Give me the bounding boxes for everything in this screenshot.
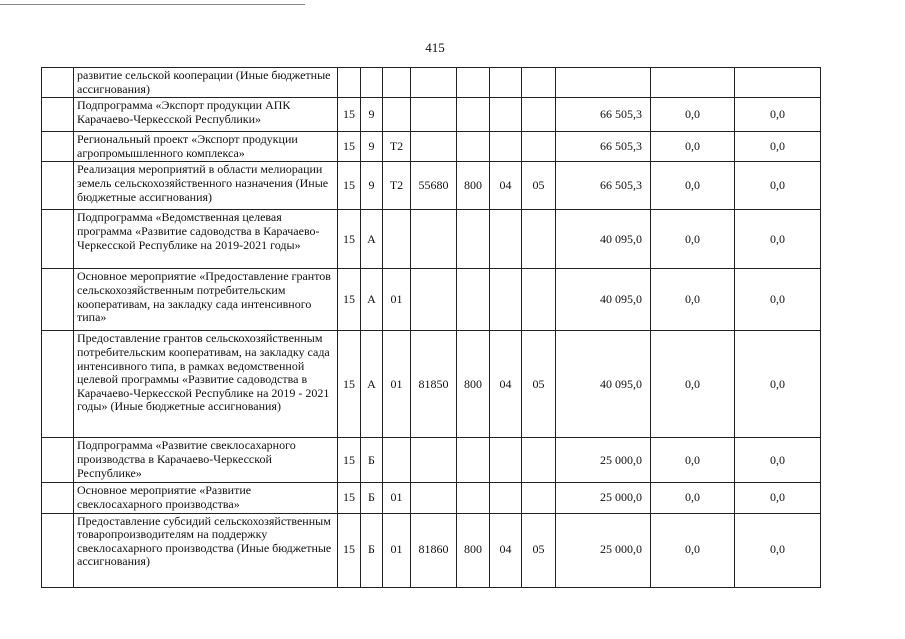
code-column-cell: 15 <box>338 162 361 210</box>
amount-2021-column-cell: 0,0 <box>735 210 821 269</box>
expense-type-column-cell <box>457 210 490 269</box>
activity-column-cell <box>383 68 411 98</box>
table-row <box>42 483 821 513</box>
direction-column-cell <box>411 269 457 331</box>
amount-2019-column-cell <box>556 68 651 98</box>
subsection-column-cell <box>522 98 556 132</box>
subsection-column-cell <box>522 438 556 483</box>
code-column-cell: 15 <box>338 438 361 483</box>
subprogram-column-cell: Б <box>361 438 383 483</box>
amount-2019-column-cell: 40 095,0 <box>556 331 651 438</box>
amount-2021-column-cell: 0,0 <box>735 438 821 483</box>
expense-type-column-cell <box>457 98 490 132</box>
amount-2020-column-cell: 0,0 <box>651 331 735 438</box>
activity-column-cell: 01 <box>383 269 411 331</box>
item-name-cell: Реализация мероприятий в области мелиорации земель сельскохозяйственного назначения (Иные бюджетные ассигнования) <box>74 162 338 210</box>
direction-column-cell: 81860 <box>411 513 457 587</box>
section-column-cell <box>490 210 522 269</box>
amount-2019-column-cell: 66 505,3 <box>556 98 651 132</box>
section-column-cell <box>490 483 522 513</box>
item-name-cell: Региональный проект «Экспорт продукции агропромышленного комплекса» <box>74 132 338 162</box>
code-column-cell: 15 <box>338 210 361 269</box>
row-number-cell <box>42 98 74 132</box>
section-column-cell: 04 <box>490 331 522 438</box>
section-column-cell: 04 <box>490 162 522 210</box>
code-column-cell: 15 <box>338 331 361 438</box>
amount-2021-column-cell: 0,0 <box>735 98 821 132</box>
activity-column-cell: 01 <box>383 331 411 438</box>
amount-2021-column-cell: 0,0 <box>735 132 821 162</box>
expense-type-column-cell: 800 <box>457 331 490 438</box>
amount-2019-column-cell: 25 000,0 <box>556 438 651 483</box>
table-row <box>42 68 821 98</box>
row-number-cell <box>42 438 74 483</box>
section-column-cell <box>490 98 522 132</box>
amount-2021-column-cell: 0,0 <box>735 162 821 210</box>
table-row <box>42 162 821 210</box>
section-column-cell <box>490 132 522 162</box>
activity-column-cell <box>383 98 411 132</box>
item-name-cell: Подпрограмма «Экспорт продукции АПК Карачаево-Черкесской Республики» <box>74 98 338 132</box>
direction-column-cell <box>411 98 457 132</box>
code-column-cell <box>338 68 361 98</box>
amount-2019-column-cell: 25 000,0 <box>556 483 651 513</box>
activity-column-cell: 01 <box>383 513 411 587</box>
subprogram-column-cell: 9 <box>361 162 383 210</box>
row-number-cell <box>42 331 74 438</box>
activity-column-cell: T2 <box>383 132 411 162</box>
subprogram-column-cell: А <box>361 331 383 438</box>
amount-2021-column-cell: 0,0 <box>735 513 821 587</box>
amount-2019-column-cell: 66 505,3 <box>556 162 651 210</box>
subsection-column-cell: 05 <box>522 513 556 587</box>
amount-2020-column-cell: 0,0 <box>651 483 735 513</box>
activity-column-cell <box>383 210 411 269</box>
subprogram-column-cell: Б <box>361 483 383 513</box>
item-name-cell: Предоставление субсидий сельскохозяйственным товаропроизводителям на поддержку свеклосахарного производства (Иные бюджетные ассигнования) <box>74 513 338 587</box>
table-row <box>42 210 821 269</box>
direction-column-cell <box>411 210 457 269</box>
table-row <box>42 438 821 483</box>
expense-type-column-cell <box>457 483 490 513</box>
subsection-column-cell <box>522 132 556 162</box>
row-number-cell <box>42 269 74 331</box>
direction-column-cell: 55680 <box>411 162 457 210</box>
subsection-column-cell <box>522 210 556 269</box>
table-row <box>42 331 821 438</box>
row-number-cell <box>42 162 74 210</box>
expense-type-column-cell: 800 <box>457 513 490 587</box>
direction-column-cell <box>411 483 457 513</box>
scan-edge-line <box>0 4 305 5</box>
direction-column-cell <box>411 132 457 162</box>
expense-type-column-cell: 800 <box>457 162 490 210</box>
activity-column-cell: 01 <box>383 483 411 513</box>
budget-table <box>41 67 821 588</box>
table-row <box>42 98 821 132</box>
amount-2021-column-cell <box>735 68 821 98</box>
section-column-cell <box>490 438 522 483</box>
amount-2021-column-cell: 0,0 <box>735 269 821 331</box>
subsection-column-cell: 05 <box>522 331 556 438</box>
subprogram-column-cell <box>361 68 383 98</box>
table-row <box>42 132 821 162</box>
amount-2020-column-cell: 0,0 <box>651 513 735 587</box>
direction-column-cell <box>411 438 457 483</box>
code-column-cell: 15 <box>338 269 361 331</box>
item-name-cell: развитие сельской кооперации (Иные бюджетные ассигнования) <box>74 68 338 98</box>
amount-2020-column-cell <box>651 68 735 98</box>
row-number-cell <box>42 210 74 269</box>
row-number-cell <box>42 513 74 587</box>
amount-2019-column-cell: 25 000,0 <box>556 513 651 587</box>
subsection-column-cell: 05 <box>522 162 556 210</box>
amount-2020-column-cell: 0,0 <box>651 132 735 162</box>
section-column-cell <box>490 68 522 98</box>
subsection-column-cell <box>522 483 556 513</box>
amount-2019-column-cell: 66 505,3 <box>556 132 651 162</box>
amount-2020-column-cell: 0,0 <box>651 438 735 483</box>
subsection-column-cell <box>522 269 556 331</box>
amount-2021-column-cell: 0,0 <box>735 483 821 513</box>
expense-type-column-cell <box>457 132 490 162</box>
page-number: 415 <box>425 40 445 55</box>
amount-2020-column-cell: 0,0 <box>651 162 735 210</box>
item-name-cell: Подпрограмма «Ведомственная целевая программа «Развитие садоводства в Карачаево-Черкесской Республике на 2019-2021 годы» <box>74 210 338 269</box>
direction-column-cell <box>411 68 457 98</box>
table-row <box>42 513 821 587</box>
expense-type-column-cell <box>457 68 490 98</box>
code-column-cell: 15 <box>338 98 361 132</box>
code-column-cell: 15 <box>338 483 361 513</box>
activity-column-cell: T2 <box>383 162 411 210</box>
item-name-cell: Подпрограмма «Развитие свеклосахарного производства в Карачаево-Черкесской Республике» <box>74 438 338 483</box>
direction-column-cell: 81850 <box>411 331 457 438</box>
section-column-cell: 04 <box>490 513 522 587</box>
row-number-cell <box>42 483 74 513</box>
subprogram-column-cell: Б <box>361 513 383 587</box>
row-number-cell <box>42 132 74 162</box>
subprogram-column-cell: 9 <box>361 132 383 162</box>
section-column-cell <box>490 269 522 331</box>
item-name-cell: Основное мероприятие «Предоставление грантов сельскохозяйственным потребительским кооперативам, на закладку сада интенсивного типа» <box>74 269 338 331</box>
amount-2019-column-cell: 40 095,0 <box>556 269 651 331</box>
subprogram-column-cell: А <box>361 269 383 331</box>
table-row <box>42 269 821 331</box>
amount-2021-column-cell: 0,0 <box>735 331 821 438</box>
activity-column-cell <box>383 438 411 483</box>
row-number-cell <box>42 68 74 98</box>
item-name-cell: Основное мероприятие «Развитие свеклосахарного производства» <box>74 483 338 513</box>
amount-2020-column-cell: 0,0 <box>651 269 735 331</box>
item-name-cell: Предоставление грантов сельскохозяйственным потребительским кооперативам, на закладку сада интенсивного типа, в рамках ведомственной целевой программы «Развитие садоводства в Карачаево-Черкесской Республике на 2019 - 2021 годы» (Иные бюджетные ассигнования) <box>74 331 338 438</box>
amount-2020-column-cell: 0,0 <box>651 98 735 132</box>
subprogram-column-cell: 9 <box>361 98 383 132</box>
amount-2019-column-cell: 40 095,0 <box>556 210 651 269</box>
expense-type-column-cell <box>457 438 490 483</box>
subsection-column-cell <box>522 68 556 98</box>
code-column-cell: 15 <box>338 513 361 587</box>
amount-2020-column-cell: 0,0 <box>651 210 735 269</box>
code-column-cell: 15 <box>338 132 361 162</box>
subprogram-column-cell: А <box>361 210 383 269</box>
expense-type-column-cell <box>457 269 490 331</box>
